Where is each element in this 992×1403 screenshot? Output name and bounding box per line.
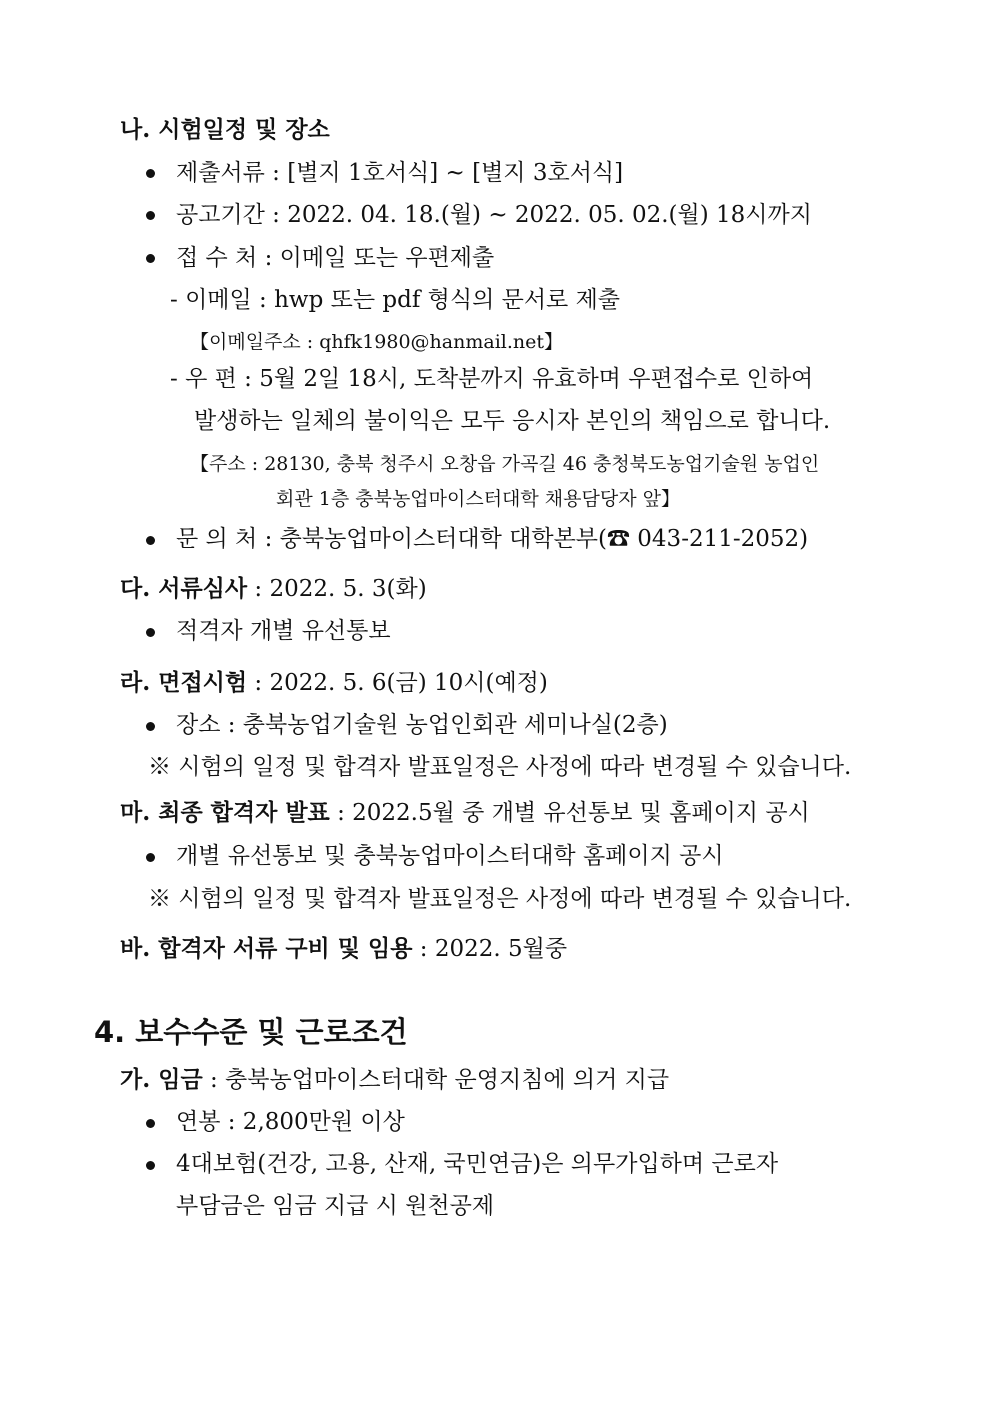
item-salary: 연봉 : 2,800만원 이상 (176, 1109, 405, 1135)
email-address: 【이메일주소 : qhfk1980@hanmail.net】 (190, 331, 564, 353)
section-heading-ba: 바. 합격자 서류 구비 및 임용 (120, 935, 413, 962)
section-ba-detail: : 2022. 5월중 (412, 936, 568, 962)
section-heading-ma: 마. 최종 합격자 발표 (120, 799, 330, 826)
section-ma-detail: : 2022.5월 중 개별 유선통보 및 홈페이지 공시 (329, 800, 810, 826)
section-ra-date: : 2022. 5. 6(금) 10시(예정) (247, 670, 548, 696)
section-ra (120, 668, 548, 698)
item-insurance-line-2: 부담금은 임금 지급 시 원천공제 (176, 1193, 495, 1219)
bullet-icon (146, 628, 155, 637)
item-announcement: 개별 유선통보 및 충북농업마이스터대학 홈페이지 공시 (176, 843, 724, 869)
bullet-icon (146, 169, 155, 178)
section-ba (120, 934, 567, 964)
item-insurance-line-1: 4대보험(건강, 고용, 산재, 국민연금)은 의무가입하며 근로자 (176, 1151, 779, 1177)
bullet-icon (146, 536, 155, 545)
item-contact: 문 의 처 : 충북농업마이스터대학 대학본부(☎ 043-211-2052) (176, 526, 809, 552)
bullet-icon (146, 722, 155, 731)
postal-address-line-2: 회관 1층 충북농업마이스터대학 채용담당자 앞】 (276, 488, 680, 510)
section-da-date: : 2022. 5. 3(화) (247, 576, 427, 602)
item-notice-period: 공고기간 : 2022. 04. 18.(월) ~ 2022. 05. 02.(월) 18시까지 (176, 202, 812, 228)
bullet-icon (146, 1161, 155, 1170)
bullet-icon (146, 211, 155, 220)
item-documents: 제출서류 : [별지 1호서식] ~ [별지 3호서식] (176, 160, 624, 186)
item-notification: 적격자 개별 유선통보 (176, 618, 391, 644)
bullet-icon (146, 1119, 155, 1128)
schedule-change-note: ※ 시험의 일정 및 합격자 발표일정은 사정에 따라 변경될 수 있습니다. (148, 754, 852, 780)
bullet-icon (146, 853, 155, 862)
section-ga-detail: : 충북농업마이스터대학 운영지침에 의거 지급 (202, 1067, 670, 1093)
item-interview-place: 장소 : 충북농업기술원 농업인회관 세미나실(2층) (176, 712, 668, 738)
post-submission-line-1: - 우 편 : 5월 2일 18시, 도착분까지 유효하며 우편접수로 인하여 (170, 366, 814, 392)
section-heading-4: 4. 보수수준 및 근로조건 (94, 1015, 408, 1049)
section-heading-da: 다. 서류심사 (120, 575, 248, 602)
postal-address-line-1: 【주소 : 28130, 충북 청주시 오창읍 가곡길 46 충청북도농업기술원 농업인 (190, 453, 820, 475)
email-submission-line: - 이메일 : hwp 또는 pdf 형식의 문서로 제출 (170, 287, 621, 313)
schedule-change-note: ※ 시험의 일정 및 합격자 발표일정은 사정에 따라 변경될 수 있습니다. (148, 886, 852, 912)
section-heading-ga: 가. 임금 (120, 1066, 203, 1093)
section-da (120, 574, 427, 604)
post-submission-line-2: 발생하는 일체의 불이익은 모두 응시자 본인의 책임으로 합니다. (194, 408, 831, 434)
item-reception: 접 수 처 : 이메일 또는 우편제출 (176, 245, 495, 271)
section-ma (120, 798, 810, 828)
section-heading-ra: 라. 면접시험 (120, 669, 248, 696)
section-heading-na: 나. 시험일정 및 장소 (120, 116, 330, 143)
bullet-icon (146, 254, 155, 263)
section-ga (120, 1065, 669, 1095)
